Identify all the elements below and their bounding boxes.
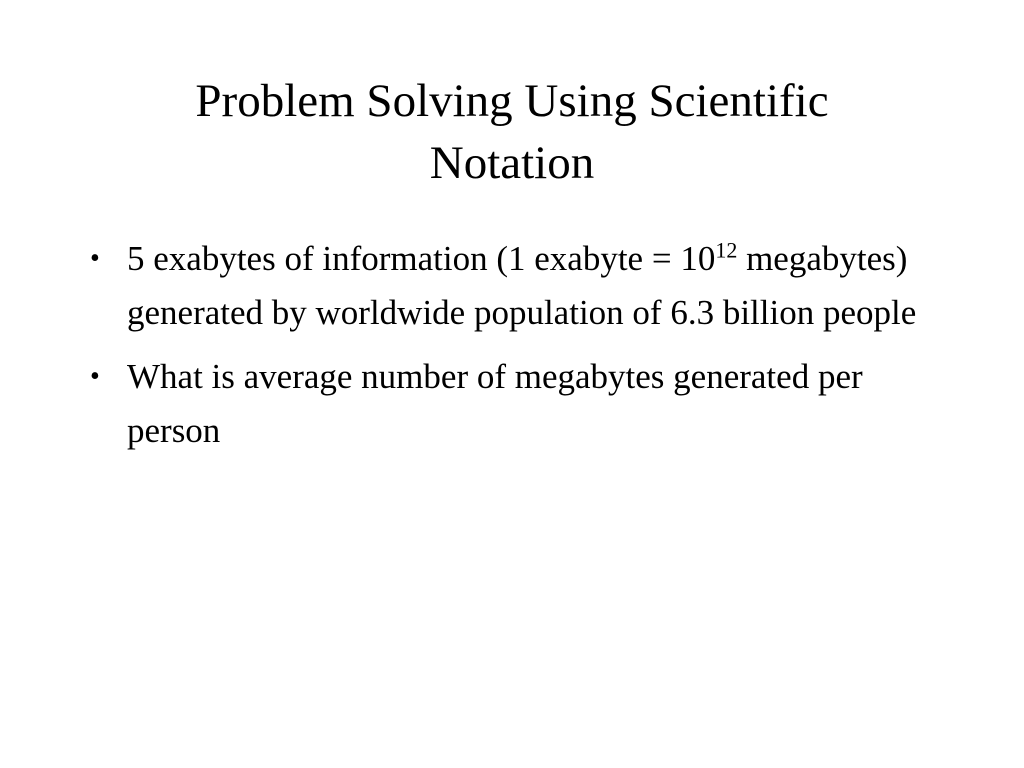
bullet-text-before-exponent: 5 exabytes of information (1 exabyte = 10 xyxy=(127,239,716,278)
bullet-text-exabytes xyxy=(127,239,916,332)
slide-title-line-1: Problem Solving Using Scientific xyxy=(195,75,829,127)
bullet-item-question xyxy=(90,350,950,458)
bullet-list xyxy=(90,232,950,468)
exponent-superscript: 12 xyxy=(715,237,738,263)
slide-title xyxy=(102,70,922,194)
bullet-dot-icon: • xyxy=(90,361,100,392)
bullet-text-question: What is average number of megabytes generated per person xyxy=(127,357,863,450)
slide-title-line-2: Notation xyxy=(429,137,595,189)
bullet-item-exabytes xyxy=(90,232,950,340)
bullet-dot-icon: • xyxy=(90,243,100,274)
bullet-text-after-exponent: megabytes) generated by worldwide population of 6.3 billion people xyxy=(127,239,917,332)
